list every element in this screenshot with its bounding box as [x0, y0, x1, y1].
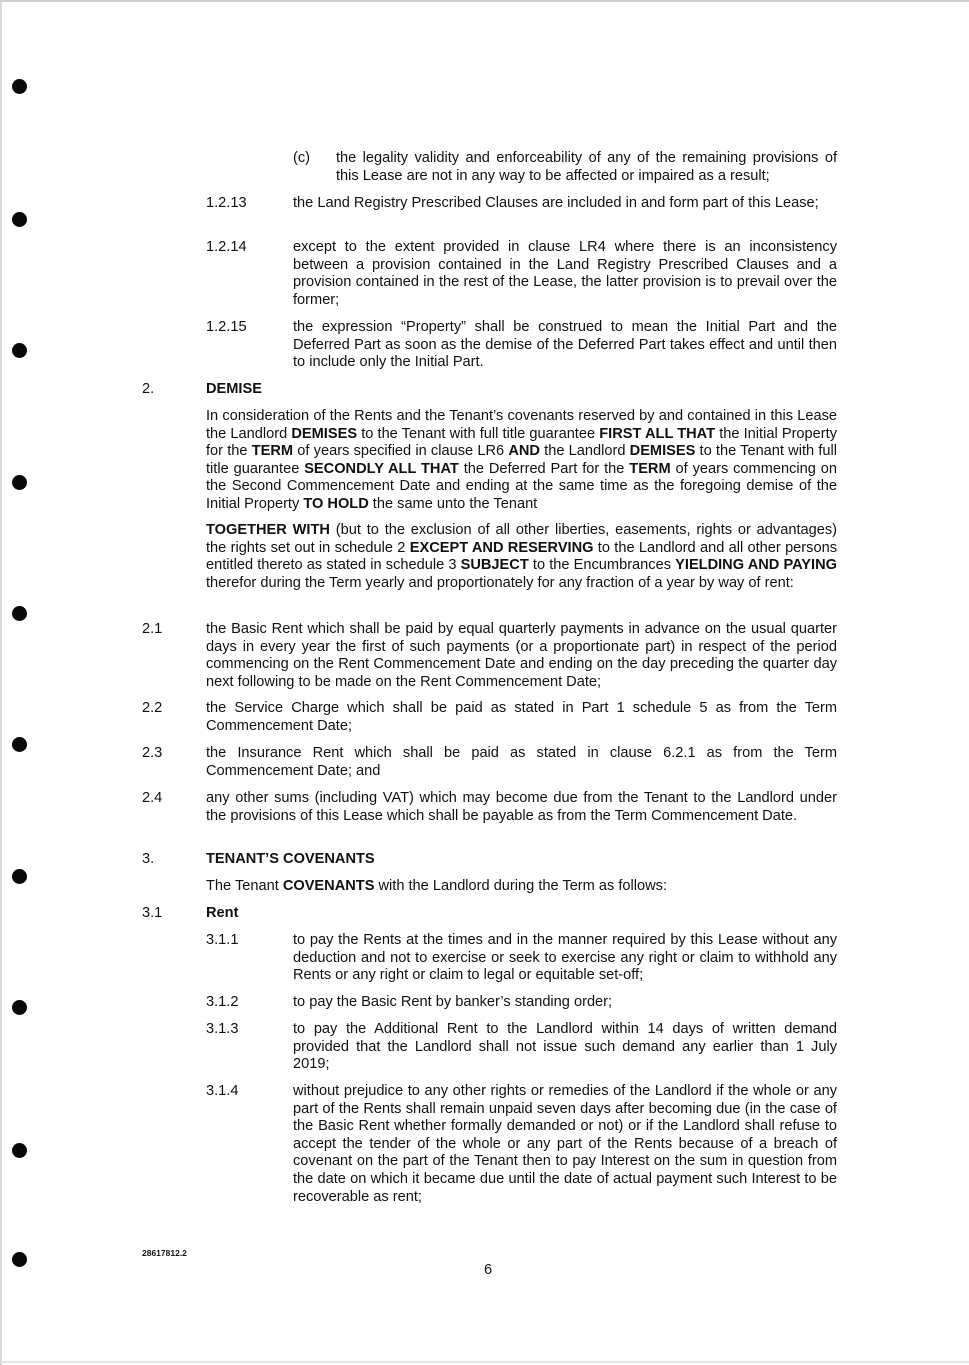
text-run: The Tenant [206, 878, 283, 894]
clause-number: 2.2 [142, 700, 163, 716]
punch-hole [12, 1252, 27, 1267]
covenants-intro [206, 878, 837, 896]
punch-hole [12, 1000, 27, 1015]
clause-text: to pay the Rents at the times and in the manner required by this Lease without any deduction and not to exercise or seek to exercise any right or claim to withhold any Rents or any right or claim to legal or equitable set-off; [293, 932, 837, 984]
clause-number: 3.1.2 [206, 994, 239, 1010]
text-run: to the Tenant with full title guarantee [206, 443, 837, 477]
page-edge-left [0, 0, 2, 1365]
clause-text: the Insurance Rent which shall be paid as stated in clause 6.2.1 as from the Term Commencement Date; and [206, 745, 837, 779]
clause-text: any other sums (including VAT) which may become due from the Tenant to the Landlord under the provisions of this Lease which shall be payable as from the Term Commencement Date. [206, 790, 837, 824]
text-run: (but to the exclusion of all other liberties, easements, rights or advantages) the rights set out in schedule 2 [206, 522, 837, 556]
text-run: of years specified in clause LR6 [293, 443, 509, 460]
page-number: 6 [484, 1262, 493, 1278]
text-run-bold: FIRST ALL THAT [599, 425, 716, 442]
punch-hole [12, 212, 27, 227]
clause-number: 1.2.13 [206, 195, 247, 211]
section-heading: TENANT’S COVENANTS [206, 851, 375, 867]
text-run: the Initial Property for the [206, 425, 837, 460]
text-run-bold: YIELDING AND PAYING [675, 557, 837, 574]
clause-number: 2.3 [142, 745, 163, 761]
clause-text: to pay the Additional Rent to the Landlord within 14 days of written demand provided that the Landlord shall not issue such demand any earlier than 1 July 2019; [293, 1021, 837, 1073]
clause-number: 3.1.4 [206, 1083, 239, 1099]
clause-number: 2.4 [142, 790, 163, 806]
clause-text: the expression “Property” shall be construed to mean the Initial Part and the Deferred Part as soon as the demise of the Deferred Part takes effect and until then to include only the Initial Part. [293, 319, 837, 371]
text-run: the Landlord [539, 443, 630, 460]
text-run: the Deferred Part for the [458, 460, 630, 477]
text-run: to the Tenant with full title guarantee [357, 425, 600, 442]
punch-hole [12, 869, 27, 884]
clause-number: 3.1.1 [206, 932, 239, 948]
text-run-bold: TERM [251, 443, 294, 460]
text-run: In consideration of the Rents and the Tenant’s covenants reserved by and contained in this Lease the Landlord [206, 408, 837, 442]
clause-text: the Basic Rent which shall be paid by equal quarterly payments in advance on the usual quarter days in every year the first of such payments (or a proportionate part) in respect of the period commencing on the Rent Commencement Date and ending on the day preceding the quarter day next following to be made on the Rent Commencement Date; [206, 621, 837, 690]
clause-text: without prejudice to any other rights or remedies of the Landlord if the whole or any part of the Rents shall remain unpaid seven days after becoming due (in the case of the Basic Rent whether formally demanded or not) or if the Landlord shall refuse to accept the tender of the whole or any part of the Rents because of a breach of covenant on the part of the Tenant then to pay Interest on the sum in question from the date on which it became due until the date of actual payment such Interest to be recoverable as rent; [293, 1083, 837, 1205]
clause-number: 1.2.15 [206, 319, 247, 335]
together-with-paragraph [206, 522, 837, 592]
demise-paragraph [206, 408, 837, 514]
clause-number: 2.1 [142, 621, 163, 637]
clause-heading: Rent [206, 905, 239, 921]
text-run-bold: COVENANTS [282, 878, 375, 894]
text-run: therefor during the Term yearly and proportionately for any fraction of a year by way of rent: [206, 574, 794, 591]
text-run-bold: TERM [629, 460, 671, 477]
clause-text: to pay the Basic Rent by banker’s standing order; [293, 994, 613, 1010]
text-run-bold: DEMISES [629, 443, 696, 460]
text-run: to the Encumbrances [528, 557, 676, 574]
document-reference: 28617812.2 [142, 1248, 187, 1258]
clause-number: (c) [293, 150, 311, 166]
punch-hole [12, 737, 27, 752]
text-run-bold: AND [508, 443, 540, 460]
clause-number: 1.2.14 [206, 239, 247, 255]
page-edge-bottom [0, 1361, 969, 1363]
text-run-bold: SECONDLY ALL THAT [304, 460, 459, 477]
punch-hole [12, 606, 27, 621]
clause-text: the legality validity and enforceability of any of the remaining provisions of this Lease are not in any way to be affected or impaired as a result; [336, 150, 837, 184]
punch-hole [12, 343, 27, 358]
section-number: 2. [142, 381, 155, 397]
clause-number: 3.1 [142, 905, 163, 921]
text-run: to the Landlord and all other persons entitled thereto as stated in schedule 3 [206, 539, 837, 574]
punch-hole [12, 475, 27, 490]
clause-number: 3.1.3 [206, 1021, 239, 1037]
text-run-bold: SUBJECT [460, 557, 529, 574]
section-heading: DEMISE [206, 381, 262, 397]
section-number: 3. [142, 851, 155, 867]
clause-text: the Land Registry Prescribed Clauses are included in and form part of this Lease; [293, 195, 819, 211]
page-edge-top [0, 0, 969, 2]
clause-text: except to the extent provided in clause LR4 where there is an inconsistency between a provision contained in the Land Registry Prescribed Clauses and a provision contained in the rest of the Lease, the latter provision is to prevail over the former; [293, 239, 837, 308]
text-run: the same unto the Tenant [368, 495, 538, 512]
text-run: with the Landlord during the Term as follows: [374, 878, 668, 894]
text-run-bold: DEMISES [291, 425, 358, 442]
text-run: of years commencing on the Second Commencement Date and ending at the same time as the foregoing demise of the Initial Property [206, 460, 837, 512]
clause-text: the Service Charge which shall be paid as stated in Part 1 schedule 5 as from the Term Commencement Date; [206, 700, 837, 734]
text-run-bold: EXCEPT AND RESERVING [409, 539, 594, 556]
punch-hole [12, 79, 27, 94]
punch-hole [12, 1143, 27, 1158]
text-run-bold: TOGETHER WITH [206, 522, 330, 538]
text-run-bold: TO HOLD [303, 495, 369, 512]
